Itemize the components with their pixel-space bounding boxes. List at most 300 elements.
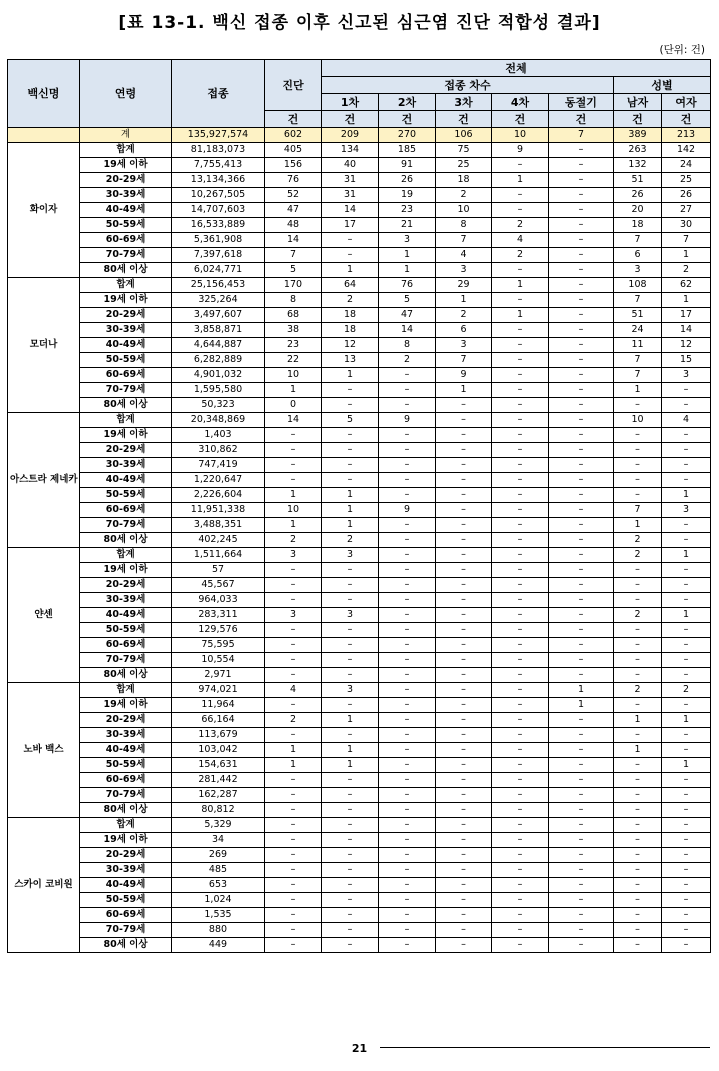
header-dose1: 1차	[322, 94, 379, 111]
cell-dose4: –	[492, 383, 549, 398]
cell-age: 30-39세	[80, 593, 172, 608]
cell-dose3: 7	[436, 353, 492, 368]
cell-same-period: –	[549, 263, 614, 278]
cell-male: 3	[614, 263, 662, 278]
cell-diagnosis: 14	[265, 413, 322, 428]
cell-male: –	[614, 773, 662, 788]
cell-dose2: –	[379, 713, 436, 728]
cell-vaccination: 16,533,889	[172, 218, 265, 233]
cell-male: –	[614, 458, 662, 473]
cell-dose1: –	[322, 578, 379, 593]
cell-dose2: 8	[379, 338, 436, 353]
cell-vaccination: 281,442	[172, 773, 265, 788]
vaccine-name: 스카이 코비원	[8, 818, 80, 953]
cell-dose1: 3	[322, 548, 379, 563]
cell-dose3: 9	[436, 368, 492, 383]
cell-male: –	[614, 473, 662, 488]
table-row	[8, 233, 711, 248]
cell-male: –	[614, 443, 662, 458]
cell-vaccination: 5,329	[172, 818, 265, 833]
cell-vaccination: 66,164	[172, 713, 265, 728]
cell-same-period: –	[549, 143, 614, 158]
cell-age: 합계	[80, 683, 172, 698]
cell-age: 60-69세	[80, 233, 172, 248]
cell-dose2: –	[379, 518, 436, 533]
cell-dose3: –	[436, 623, 492, 638]
cell-dose2: –	[379, 848, 436, 863]
cell-dose3: –	[436, 923, 492, 938]
cell-vaccination: 5,361,908	[172, 233, 265, 248]
cell-dose3: –	[436, 758, 492, 773]
cell-dose4: –	[492, 263, 549, 278]
cell-male: –	[614, 863, 662, 878]
cell-dose1: –	[322, 383, 379, 398]
cell-same-period: –	[549, 578, 614, 593]
cell-female: –	[662, 728, 711, 743]
cell-dose3: –	[436, 938, 492, 953]
cell-age: 60-69세	[80, 773, 172, 788]
header-same-period: 동절기	[549, 94, 614, 111]
cell-diagnosis: –	[265, 623, 322, 638]
cell-diagnosis: –	[265, 833, 322, 848]
cell-dose2: 185	[379, 143, 436, 158]
cell-dose2: 91	[379, 158, 436, 173]
cell-dose3: –	[436, 818, 492, 833]
cell-male: 2	[614, 608, 662, 623]
cell-dose3: 25	[436, 158, 492, 173]
cell-diagnosis: 7	[265, 248, 322, 263]
cell-female: –	[662, 383, 711, 398]
cell-age: 19세 이하	[80, 158, 172, 173]
table-row	[8, 938, 711, 953]
cell-dose1: 1	[322, 518, 379, 533]
cell-diagnosis: 156	[265, 158, 322, 173]
cell-dose2: –	[379, 788, 436, 803]
cell-dose1: 14	[322, 203, 379, 218]
cell-dose3: –	[436, 743, 492, 758]
cell-dose1: –	[322, 773, 379, 788]
cell-female: 1	[662, 713, 711, 728]
table-row	[8, 668, 711, 683]
cell-dose2: –	[379, 383, 436, 398]
table-row	[8, 218, 711, 233]
cell-dose1: 40	[322, 158, 379, 173]
cell-female: 27	[662, 203, 711, 218]
cell-diagnosis: 14	[265, 233, 322, 248]
cell-dose2: –	[379, 398, 436, 413]
table-row	[8, 623, 711, 638]
cell-dose2: –	[379, 683, 436, 698]
cell-dose2: 9	[379, 413, 436, 428]
cell-dose3: –	[436, 608, 492, 623]
cell-dose4: –	[492, 803, 549, 818]
cell-vaccination: 7,755,413	[172, 158, 265, 173]
table-row	[8, 443, 711, 458]
header-dose4: 4차	[492, 94, 549, 111]
cell-dose1: 1	[322, 368, 379, 383]
table-header	[8, 60, 711, 128]
cell-female: –	[662, 623, 711, 638]
cell-diagnosis: –	[265, 803, 322, 818]
cell-diagnosis: –	[265, 863, 322, 878]
cell-dose1: 31	[322, 188, 379, 203]
cell-age: 40-49세	[80, 473, 172, 488]
myocarditis-table	[7, 59, 711, 953]
cell-dose4: 1	[492, 278, 549, 293]
cell-female: –	[662, 803, 711, 818]
cell-dose4: –	[492, 323, 549, 338]
cell-dose2: –	[379, 698, 436, 713]
cell-dose2: –	[379, 653, 436, 668]
cell-dose1: –	[322, 398, 379, 413]
cell-diagnosis: 1	[265, 743, 322, 758]
cell-female: –	[662, 518, 711, 533]
cell-age: 20-29세	[80, 443, 172, 458]
cell-age: 40-49세	[80, 338, 172, 353]
cell-age: 60-69세	[80, 368, 172, 383]
cell-vaccination: 6,024,771	[172, 263, 265, 278]
cell-female: –	[662, 578, 711, 593]
cell-female: 30	[662, 218, 711, 233]
cell-diagnosis: 170	[265, 278, 322, 293]
cell-dose3: –	[436, 773, 492, 788]
cell-age: 40-49세	[80, 743, 172, 758]
cell-vaccination: 7,397,618	[172, 248, 265, 263]
cell-age: 50-59세	[80, 353, 172, 368]
cell-male: –	[614, 578, 662, 593]
cell-dose4: –	[492, 638, 549, 653]
cell-diagnosis: –	[265, 773, 322, 788]
cell-same-period: –	[549, 308, 614, 323]
cell-same-period: –	[549, 653, 614, 668]
cell-dose1: 3	[322, 608, 379, 623]
cell-female: –	[662, 848, 711, 863]
cell-female: 3	[662, 368, 711, 383]
cell-male: –	[614, 698, 662, 713]
cell-diagnosis: –	[265, 428, 322, 443]
cell-dose3: –	[436, 788, 492, 803]
cell-same-period: –	[549, 428, 614, 443]
cell-vaccination: 402,245	[172, 533, 265, 548]
cell-female: –	[662, 428, 711, 443]
vaccine-name: 화이자	[8, 143, 80, 278]
cell-dose4: –	[492, 818, 549, 833]
cell-same-period: –	[549, 878, 614, 893]
footer-rule	[380, 1047, 710, 1048]
cell-dose2: –	[379, 578, 436, 593]
cell-dose3: –	[436, 578, 492, 593]
cell-age: 50-59세	[80, 893, 172, 908]
grand-total-female: 213	[662, 128, 711, 143]
cell-age: 80세 이상	[80, 803, 172, 818]
cell-diagnosis: –	[265, 653, 322, 668]
cell-same-period: –	[549, 398, 614, 413]
cell-dose3: –	[436, 428, 492, 443]
cell-female: 4	[662, 413, 711, 428]
cell-female: –	[662, 698, 711, 713]
header-age: 연령	[80, 60, 172, 128]
cell-dose2: –	[379, 743, 436, 758]
cell-dose3: –	[436, 803, 492, 818]
cell-female: 62	[662, 278, 711, 293]
cell-age: 19세 이하	[80, 698, 172, 713]
header-sex: 성별	[614, 77, 711, 94]
cell-same-period: –	[549, 833, 614, 848]
cell-dose2: 9	[379, 503, 436, 518]
cell-male: 7	[614, 503, 662, 518]
cell-same-period: –	[549, 443, 614, 458]
cell-dose3: –	[436, 488, 492, 503]
cell-female: –	[662, 788, 711, 803]
cell-dose2: 21	[379, 218, 436, 233]
cell-dose4: –	[492, 428, 549, 443]
cell-female: –	[662, 443, 711, 458]
cell-male: 132	[614, 158, 662, 173]
table-row	[8, 308, 711, 323]
cell-same-period: –	[549, 353, 614, 368]
cell-diagnosis: 38	[265, 323, 322, 338]
table-row	[8, 368, 711, 383]
header-dose3: 3차	[436, 94, 492, 111]
cell-female: 142	[662, 143, 711, 158]
cell-dose1: –	[322, 653, 379, 668]
cell-female: –	[662, 638, 711, 653]
cell-dose1: –	[322, 428, 379, 443]
cell-vaccination: 4,901,032	[172, 368, 265, 383]
cell-male: 2	[614, 548, 662, 563]
cell-female: –	[662, 908, 711, 923]
cell-dose2: –	[379, 923, 436, 938]
cell-dose4: –	[492, 683, 549, 698]
cell-dose1: 17	[322, 218, 379, 233]
cell-dose3: 29	[436, 278, 492, 293]
cell-age: 합계	[80, 143, 172, 158]
cell-dose4: –	[492, 593, 549, 608]
table-row	[8, 608, 711, 623]
cell-dose1: –	[322, 788, 379, 803]
cell-male: –	[614, 893, 662, 908]
group-subtotal-row	[8, 683, 711, 698]
cell-male: 1	[614, 713, 662, 728]
cell-dose2: –	[379, 623, 436, 638]
table-row	[8, 593, 711, 608]
cell-diagnosis: –	[265, 728, 322, 743]
cell-dose1: –	[322, 833, 379, 848]
cell-dose1: –	[322, 638, 379, 653]
cell-female: 1	[662, 293, 711, 308]
cell-vaccination: 283,311	[172, 608, 265, 623]
cell-diagnosis: –	[265, 443, 322, 458]
cell-dose4: –	[492, 458, 549, 473]
cell-dose4: –	[492, 938, 549, 953]
cell-dose3: –	[436, 413, 492, 428]
cell-dose4: –	[492, 413, 549, 428]
cell-dose3: 8	[436, 218, 492, 233]
cell-vaccination: 45,567	[172, 578, 265, 593]
cell-dose3: 6	[436, 323, 492, 338]
cell-same-period: –	[549, 893, 614, 908]
cell-male: –	[614, 788, 662, 803]
table-row	[8, 698, 711, 713]
cell-male: –	[614, 803, 662, 818]
cell-dose2: 1	[379, 248, 436, 263]
cell-dose1: 18	[322, 308, 379, 323]
table-row	[8, 833, 711, 848]
cell-dose4: –	[492, 848, 549, 863]
table-row	[8, 848, 711, 863]
cell-same-period: –	[549, 938, 614, 953]
cell-male: –	[614, 563, 662, 578]
cell-diagnosis: 5	[265, 263, 322, 278]
grand-total-row	[8, 128, 711, 143]
cell-age: 30-39세	[80, 728, 172, 743]
table-row	[8, 323, 711, 338]
cell-dose1: 3	[322, 683, 379, 698]
cell-same-period: –	[549, 488, 614, 503]
cell-vaccination: 269	[172, 848, 265, 863]
table-row	[8, 728, 711, 743]
cell-dose2: –	[379, 938, 436, 953]
cell-dose4: –	[492, 893, 549, 908]
cell-vaccination: 1,511,664	[172, 548, 265, 563]
cell-same-period: –	[549, 248, 614, 263]
header-vaccine: 백신명	[8, 60, 80, 128]
cell-female: 12	[662, 338, 711, 353]
cell-dose4: –	[492, 773, 549, 788]
cell-vaccination: 1,220,647	[172, 473, 265, 488]
table-row	[8, 878, 711, 893]
cell-dose3: –	[436, 563, 492, 578]
cell-dose1: –	[322, 233, 379, 248]
cell-female: 15	[662, 353, 711, 368]
cell-same-period: –	[549, 563, 614, 578]
cell-diagnosis: –	[265, 878, 322, 893]
cell-dose1: 18	[322, 323, 379, 338]
cell-diagnosis: –	[265, 698, 322, 713]
cell-vaccination: 80,812	[172, 803, 265, 818]
cell-age: 60-69세	[80, 503, 172, 518]
cell-male: –	[614, 593, 662, 608]
cell-dose3: 18	[436, 173, 492, 188]
table-row	[8, 533, 711, 548]
cell-dose3: –	[436, 908, 492, 923]
cell-dose3: –	[436, 638, 492, 653]
cell-dose2: 1	[379, 263, 436, 278]
cell-dose2: 2	[379, 353, 436, 368]
vaccine-name: 아스트라 제네카	[8, 413, 80, 548]
cell-dose4: 4	[492, 233, 549, 248]
cell-dose3: –	[436, 518, 492, 533]
cell-dose1: –	[322, 443, 379, 458]
cell-dose3: –	[436, 833, 492, 848]
cell-dose4: –	[492, 878, 549, 893]
cell-male: 20	[614, 203, 662, 218]
cell-dose2: –	[379, 428, 436, 443]
cell-dose3: –	[436, 848, 492, 863]
cell-diagnosis: –	[265, 638, 322, 653]
header-unit-dose4: 건	[492, 111, 549, 128]
cell-age: 70-79세	[80, 923, 172, 938]
cell-diagnosis: 23	[265, 338, 322, 353]
cell-dose1: –	[322, 848, 379, 863]
table-row	[8, 338, 711, 353]
cell-dose3: 2	[436, 188, 492, 203]
cell-dose4: 9	[492, 143, 549, 158]
cell-male: 11	[614, 338, 662, 353]
cell-dose1: –	[322, 818, 379, 833]
cell-dose3: –	[436, 893, 492, 908]
cell-age: 19세 이하	[80, 428, 172, 443]
cell-vaccination: 13,134,366	[172, 173, 265, 188]
cell-dose4: –	[492, 503, 549, 518]
cell-male: –	[614, 668, 662, 683]
cell-age: 20-29세	[80, 713, 172, 728]
cell-vaccination: 11,951,338	[172, 503, 265, 518]
cell-diagnosis: –	[265, 938, 322, 953]
cell-female: –	[662, 458, 711, 473]
cell-vaccination: 4,644,887	[172, 338, 265, 353]
cell-diagnosis: 10	[265, 503, 322, 518]
cell-vaccination: 25,156,453	[172, 278, 265, 293]
cell-age: 30-39세	[80, 188, 172, 203]
cell-male: 1	[614, 518, 662, 533]
cell-vaccination: 10,554	[172, 653, 265, 668]
cell-dose2: –	[379, 533, 436, 548]
cell-male: 2	[614, 533, 662, 548]
cell-dose4: –	[492, 398, 549, 413]
cell-vaccination: 57	[172, 563, 265, 578]
cell-female: –	[662, 893, 711, 908]
table-row	[8, 383, 711, 398]
cell-same-period: –	[549, 533, 614, 548]
group-subtotal-row	[8, 818, 711, 833]
cell-vaccination: 162,287	[172, 788, 265, 803]
cell-same-period: –	[549, 278, 614, 293]
cell-age: 20-29세	[80, 578, 172, 593]
cell-female: 7	[662, 233, 711, 248]
grand-total-diagnosis: 602	[265, 128, 322, 143]
group-subtotal-row	[8, 413, 711, 428]
cell-diagnosis: 22	[265, 353, 322, 368]
cell-same-period: –	[549, 623, 614, 638]
cell-vaccination: 129,576	[172, 623, 265, 638]
cell-dose4: –	[492, 653, 549, 668]
cell-male: 24	[614, 323, 662, 338]
cell-age: 합계	[80, 278, 172, 293]
cell-dose1: –	[322, 473, 379, 488]
header-unit-dose2: 건	[379, 111, 436, 128]
cell-age: 30-39세	[80, 863, 172, 878]
cell-dose2: –	[379, 443, 436, 458]
cell-diagnosis: 2	[265, 533, 322, 548]
table-row	[8, 293, 711, 308]
header-vaccination: 접종	[172, 60, 265, 128]
header-total: 전체	[322, 60, 711, 77]
header-unit-male: 건	[614, 111, 662, 128]
cell-female: –	[662, 653, 711, 668]
table-row	[8, 158, 711, 173]
cell-dose1: 1	[322, 713, 379, 728]
cell-dose3: –	[436, 863, 492, 878]
table-row	[8, 173, 711, 188]
cell-dose2: –	[379, 608, 436, 623]
cell-male: 7	[614, 293, 662, 308]
cell-diagnosis: 52	[265, 188, 322, 203]
cell-male: 263	[614, 143, 662, 158]
cell-diagnosis: –	[265, 668, 322, 683]
cell-female: –	[662, 938, 711, 953]
cell-age: 60-69세	[80, 638, 172, 653]
